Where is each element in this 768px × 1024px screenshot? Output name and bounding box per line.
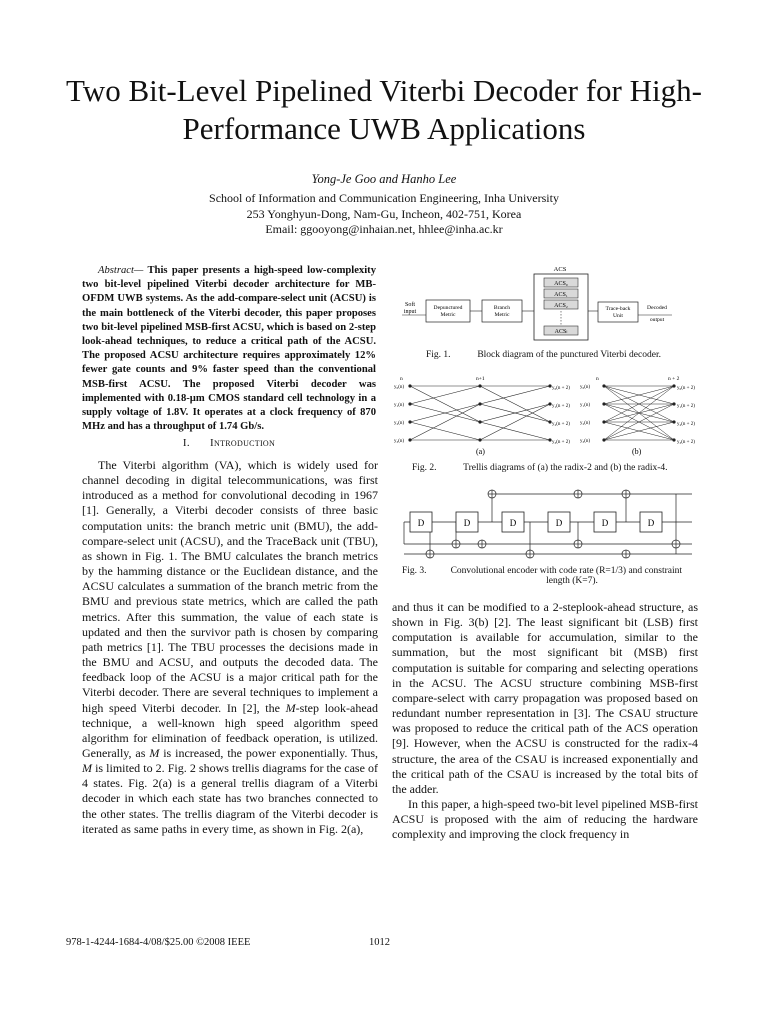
trellis-b-right-3: y₃(n + 2) [677, 440, 695, 445]
fig2-trellis-diagrams [392, 372, 708, 458]
acs-unit-1-label: ACS₁ [554, 292, 568, 298]
abstract-label: Abstract— [98, 265, 144, 276]
register-d-4: D [555, 518, 563, 528]
authors: Yong-Je Goo and Hanho Lee [311, 172, 457, 186]
depunctured-label-1: Depunctured [433, 305, 463, 311]
trellis-a-time-n: n [400, 376, 403, 382]
acs-unit-last-label: ACSₗ [554, 329, 568, 335]
fig3-caption [402, 566, 702, 586]
trellis-b-right-1: y₁(n + 2) [677, 404, 695, 409]
trellis-a-right-3: y₃(n + 2) [552, 440, 570, 445]
section-heading-introduction [82, 437, 376, 449]
branch-label-1: Branch [493, 305, 511, 311]
trellis-b [580, 376, 695, 456]
trellis-a-right-1: y₁(n + 2) [552, 404, 570, 409]
body-text-left [82, 458, 378, 837]
trellis-a-left-2: y₂(n) [394, 421, 405, 426]
section-number: I. [182, 437, 190, 449]
trellis-a-left-0: y₀(n) [394, 385, 405, 390]
fig3-caption-line-1: Convolutional encoder with code rate (R=1/3) and constraint [450, 566, 683, 576]
fig1-caption-text: Block diagram of the punctured Viterbi decoder. [477, 350, 661, 360]
abstract-text: This paper presents a high-speed low-complexity two bit-level pipelined Viterbi decoder architecture for MB-OFDM UWB systems. As the add-compare-select unit (ACSU) is the main bottleneck of the Viterbi decoder, this paper proposes two bit-level pipelined MSB-first ACSU, which is based on 2-step look-ahead techniques, to reduce a critical path of the ACSU. The proposed ACSU architecture requires approximately 12% fewer gate counts and 9% faster speed than the conventional MSB-first ACSU. The proposed Viterbi decoder was implemented with 0.18-µm CMOS standard cell technology in a supply voltage of 1.8V. It operates at a clock frequency of 870 MHz and has a throughput of 1.74 Gb/s. [82, 265, 376, 433]
trellis-b-left-2: y₂(n) [580, 421, 591, 426]
fig1-caption [426, 350, 661, 360]
trellis-b-sublabel: (b) [632, 447, 642, 456]
fig3-caption-number: Fig. 3. [402, 566, 427, 576]
fig1-block-diagram [392, 262, 702, 346]
branch-metric-box [482, 300, 522, 322]
fig3-caption-line-2: length (K=7). [546, 576, 598, 586]
soft-input-label-1: Soft [404, 302, 416, 308]
branch-label-2: Metric [494, 312, 510, 318]
trellis-b-time-n: n [596, 376, 599, 382]
traceback-label-1: Trace-back [605, 306, 631, 312]
body-text-right [392, 600, 698, 843]
register-d-6: D [647, 518, 655, 528]
paragraph: The Viterbi algorithm (VA), which is widely used for channel decoding in digital telecommunications, was first introduced as a method for convolutional decoding in 1967 [1]. Generally, a Viterbi decoder consists of three basic computation units: the branch metric unit (BMU), the add-compare-select unit (ACSU), and the TraceBack unit (TBU), as shown in Fig. 1. The BMU calculates the branch metrics by the hamming distance or the Euclidean distance, and the ACSU calculates a summation of the branch metric from the BMU and previous state metrics, which are called the path metrics. After this summation, the value of each state is updated and then the survivor path is chosen by comparing path metrics [1]. The TBU processes the decisions made in the BMU and ACSU, and outputs the decoded data. The feedback loop of the ACSU is a major critical path for the Viterbi decoder. There are several techniques to implement a high speed Viterbi decoder. In [2], the M-step look-ahead technique, a well-known high speed algorithm speed algorithm for elimination of feedback operation, is utilized. Generally, as M is increased, the power exponentially. Thus, M is limited to 2. Fig. 2 shows trellis diagrams for the case of 4 states. Fig. 2(a) is a general trellis diagram of a Viterbi decoder in which each state has two branches connected to the other states. The trellis diagram of the Viterbi decoder is iterated as same paths in every time, as shown in Fig. 2(a), [82, 458, 379, 836]
depunctured-label-2: Metric [440, 312, 456, 318]
acs-unit-2-label: ACS₂ [554, 303, 568, 309]
fig1-caption-number: Fig. 1. [426, 350, 451, 360]
trellis-a-left-3: y₃(n) [394, 439, 405, 444]
title-line-2: Performance UWB Applications [182, 111, 586, 146]
soft-input-label-2: input [403, 309, 417, 315]
acs-label: ACS [553, 266, 567, 273]
trellis-b-right-2: y₂(n + 2) [677, 422, 695, 427]
trellis-a-sublabel: (a) [476, 447, 485, 456]
title-line-1: Two Bit-Level Pipelined Viterbi Decoder for High- [66, 73, 702, 108]
affiliation-line-1: School of Information and Communication Engineering, Inha University [209, 191, 559, 205]
fig2-caption-number: Fig. 2. [412, 463, 437, 473]
traceback-unit-box [598, 302, 638, 322]
trellis-a-right-2: y₂(n + 2) [552, 422, 570, 427]
fig2-caption-text: Trellis diagrams of (a) the radix-2 and (b) the radix-4. [463, 463, 668, 473]
trellis-b-right-0: y₀(n + 2) [677, 386, 695, 391]
register-d-2: D [463, 518, 471, 528]
paragraph: In this paper, a high-speed two-bit level pipelined MSB-first ACSU is proposed with the aim of reducing the hardware complexity and improving the clock frequency in [392, 797, 698, 842]
page-number: 1012 [369, 937, 390, 948]
acs-unit-0-label: ACS₀ [554, 281, 568, 287]
footer-isbn: 978-1-4244-1684-4/08/$25.00 ©2008 IEEE [66, 937, 251, 948]
decoded-label-1: Decoded [647, 305, 667, 311]
trellis-a-left-1: y₁(n) [394, 403, 405, 408]
section-title: Introduction [210, 437, 276, 449]
decoded-label-2: output [649, 317, 665, 323]
abstract [82, 264, 376, 434]
trellis-b-left-0: y₀(n) [580, 385, 591, 390]
affiliation-email: Email: ggooyong@inhaian.net, hhlee@inha.ac.kr [265, 222, 503, 236]
register-d-3: D [509, 518, 517, 528]
trellis-b-time-n2: n + 2 [668, 376, 680, 382]
paragraph: and thus it can be modified to a 2-steplook-ahead structure, as shown in Fig. 3(b) [2]. The least significant bit (LSB) first computation is available for accumulation, similar to the summation, but the most significant bit (MSB) first computation is suitable for comparing and selecting operations in the ACSU. The ACSU structure combining MSB-first compare-select with carry propagation was proposed based on redundant number representation in [3]. The CSAU structure was proposed to reduce the critical path of the ACS operation [9]. However, when the ACSU is constructed for the radix-4 structure, the area of the CSAU is increased exponentially and the critical path of the CSAU is increased by the total bits of the adder. [392, 600, 698, 796]
trellis-a [394, 376, 570, 456]
affiliation-line-2: 253 Yonghyun-Dong, Nam-Gu, Incheon, 402-751, Korea [246, 206, 522, 221]
trellis-b-left-3: y₃(n) [580, 439, 591, 444]
fig2-caption [412, 463, 668, 473]
trellis-a-right-0: y₀(n + 2) [552, 386, 570, 391]
trellis-a-time-n1: n+1 [476, 376, 485, 382]
register-d-1: D [417, 518, 425, 528]
paper-title [40, 72, 728, 148]
trellis-b-left-1: y₁(n) [580, 403, 591, 408]
depunctured-metric-box [426, 300, 470, 322]
affiliation [0, 191, 768, 238]
traceback-label-2: Unit [613, 313, 623, 319]
fig3-convolutional-encoder [396, 486, 700, 562]
register-d-5: D [601, 518, 609, 528]
